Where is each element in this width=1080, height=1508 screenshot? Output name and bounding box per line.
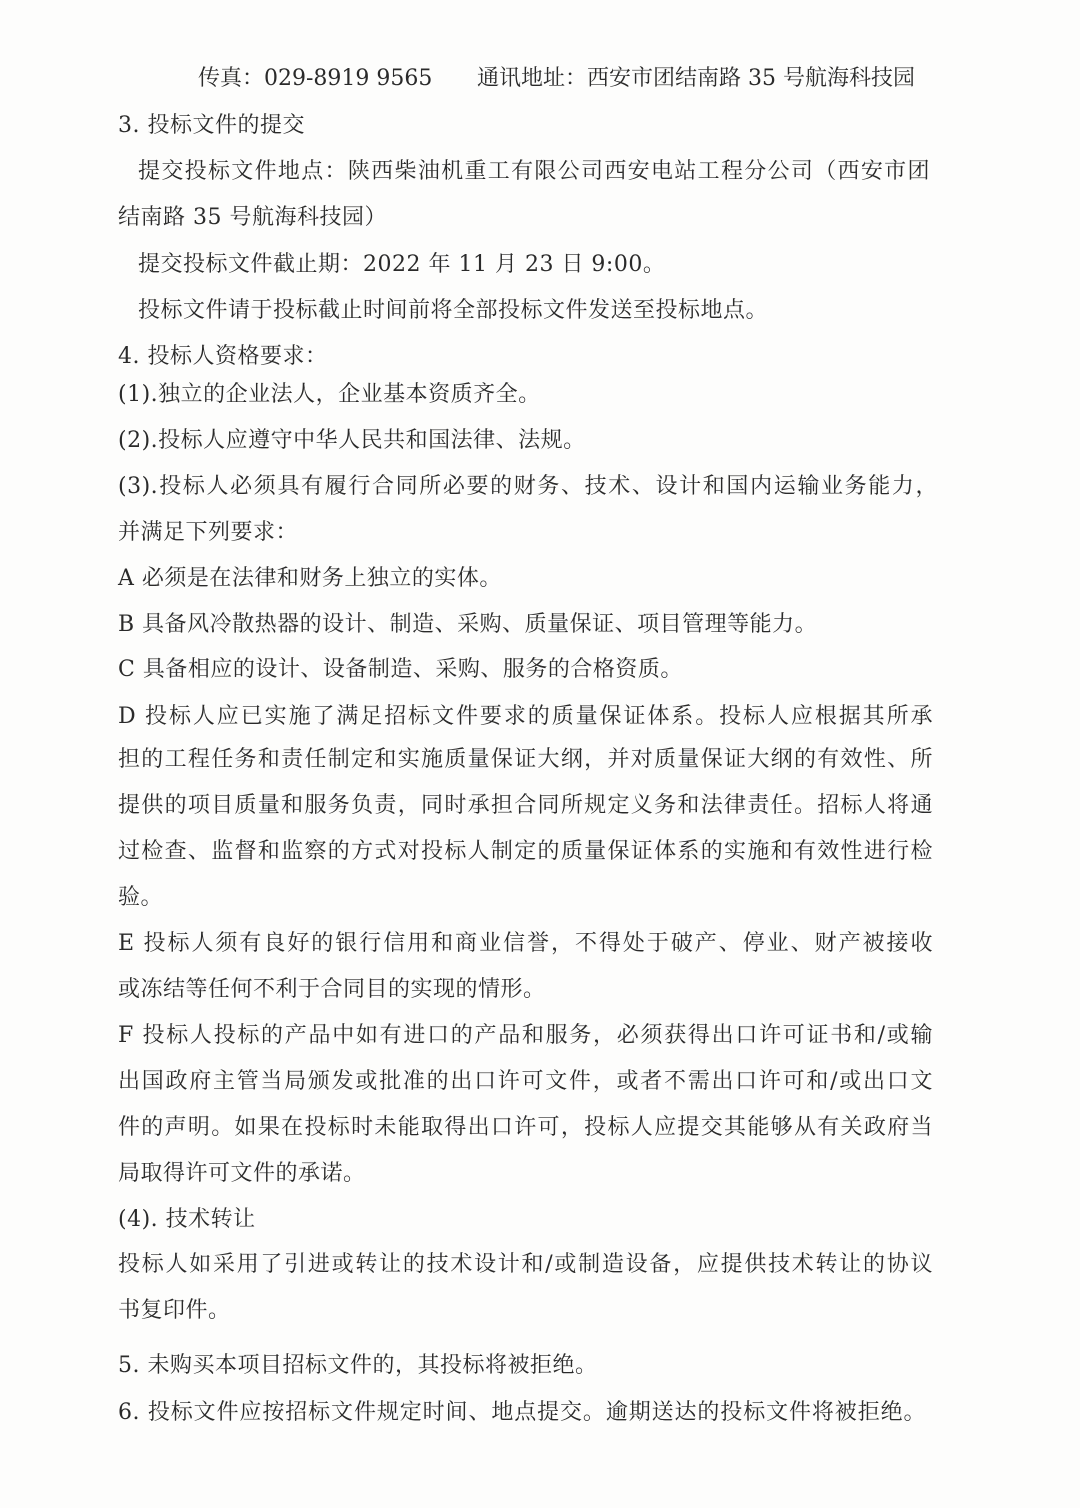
contact-line [198, 64, 938, 94]
requirement-F-line-3: 件的声明。如果在投标时未能取得出口许可，投标人应提交其能够从有关政府当 [118, 1115, 933, 1140]
requirement-2: (2).投标人应遵守中华人民共和国法律、法规。 [118, 428, 586, 453]
submission-place-line-2: 结南路 35 号航海科技园） [118, 205, 387, 230]
mailing-address: 通讯地址：西安市团结南路 35 号航海科技园 [477, 66, 915, 91]
fax-number: 传真：029-8919 9565 [198, 66, 433, 91]
submission-deadline: 提交投标文件截止期：2022 年 11 月 23 日 9:00。 [138, 252, 666, 277]
section-3-heading: 3. 投标文件的提交 [118, 113, 305, 138]
requirement-D-line-3: 提供的项目质量和服务负责，同时承担合同所规定义务和法律责任。招标人将通 [118, 793, 933, 818]
requirement-4-line-1: 投标人如采用了引进或转让的技术设计和/或制造设备，应提供技术转让的协议 [118, 1252, 933, 1277]
requirement-F-line-2: 出国政府主管当局颁发或批准的出口许可文件，或者不需出口许可和/或出口文 [118, 1069, 933, 1094]
submission-place-line-1: 提交投标文件地点：陕西柴油机重工有限公司西安电站工程分公司（西安市团 [138, 159, 930, 184]
requirement-D-line-2: 担的工程任务和责任制定和实施质量保证大纲，并对质量保证大纲的有效性、所 [118, 747, 933, 772]
requirement-C: C 具备相应的设计、设备制造、采购、服务的合格资质。 [118, 657, 683, 682]
requirement-D-line-1: D 投标人应已实施了满足招标文件要求的质量保证体系。投标人应根据其所承 [118, 704, 933, 729]
requirement-3-line-1: (3).投标人必须具有履行合同所必要的财务、技术、设计和国内运输业务能力， [118, 474, 938, 499]
requirement-F-line-4: 局取得许可文件的承诺。 [118, 1161, 366, 1186]
section-5: 5. 未购买本项目招标文件的，其投标将被拒绝。 [118, 1353, 598, 1378]
requirement-E-line-2: 或冻结等任何不利于合同目的实现的情形。 [118, 977, 546, 1002]
requirement-D-line-5: 验。 [118, 885, 164, 910]
requirement-3-line-2: 并满足下列要求： [118, 520, 299, 545]
requirement-E-line-1: E 投标人须有良好的银行信用和商业信誉，不得处于破产、停业、财产被接收 [118, 931, 933, 956]
requirement-4-line-2: 书复印件。 [118, 1298, 231, 1323]
section-6: 6. 投标文件应按招标文件规定时间、地点提交。逾期送达的投标文件将被拒绝。 [118, 1400, 926, 1425]
requirement-1: (1).独立的企业法人，企业基本资质齐全。 [118, 382, 541, 407]
requirement-4-heading: (4). 技术转让 [118, 1207, 256, 1232]
submission-send-note: 投标文件请于投标截止时间前将全部投标文件发送至投标地点。 [138, 298, 769, 323]
requirement-F-line-1: F 投标人投标的产品中如有进口的产品和服务，必须获得出口许可证书和/或输 [118, 1023, 933, 1048]
requirement-A: A 必须是在法律和财务上独立的实体。 [118, 566, 502, 591]
requirement-B: B 具备风冷散热器的设计、制造、采购、质量保证、项目管理等能力。 [118, 612, 818, 637]
requirement-D-line-4: 过检查、监督和监察的方式对投标人制定的质量保证体系的实施和有效性进行检 [118, 839, 933, 864]
section-4-heading: 4. 投标人资格要求： [118, 344, 328, 369]
